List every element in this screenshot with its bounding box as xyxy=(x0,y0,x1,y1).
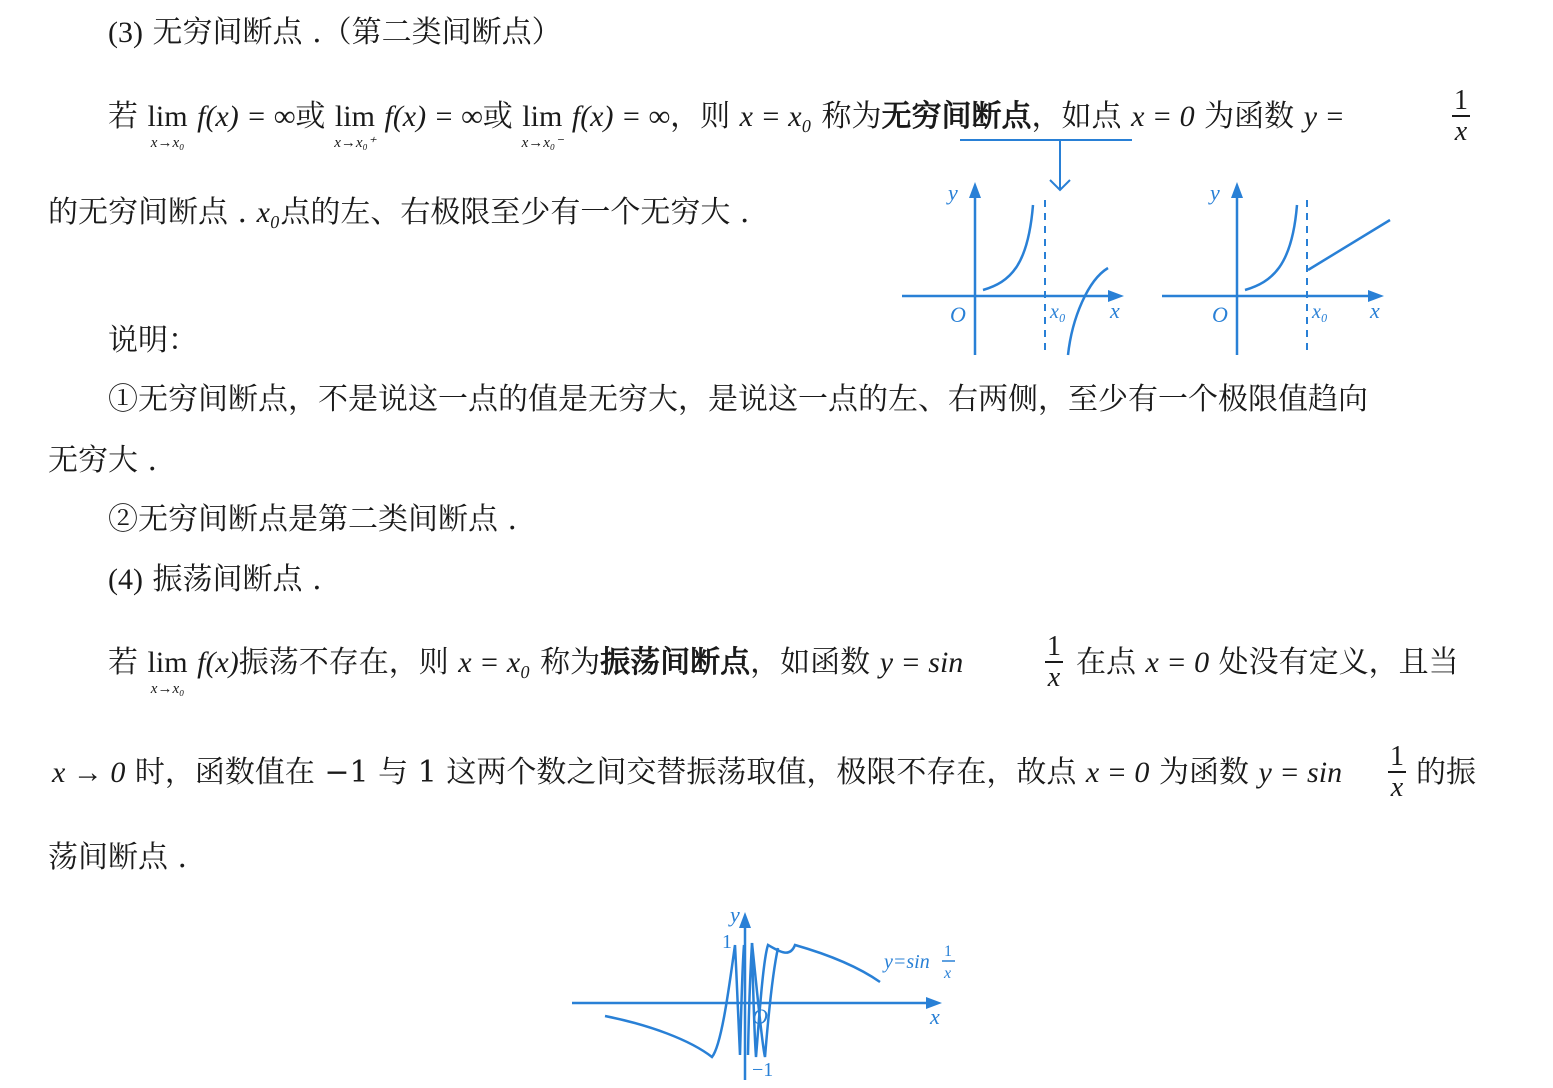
text-undefined: 处没有定义，且当 xyxy=(1209,645,1459,680)
graph-1-origin-label: O xyxy=(950,302,966,327)
expr-x-eq-x0: x = x₀ xyxy=(458,646,531,679)
limit-expr-2: f(x) = ∞ xyxy=(384,100,483,133)
para3-line2: 荡间断点 . xyxy=(48,840,188,875)
expr-y-eq: y = xyxy=(1303,100,1345,133)
expr-x0: x₀ xyxy=(256,196,281,229)
text-called: 称为 xyxy=(811,99,882,134)
heading-4-text: 振荡间断点 . xyxy=(152,562,322,597)
graph-2-y-label: y xyxy=(1210,180,1220,205)
note-heading: 说明： xyxy=(108,323,198,358)
fraction-denominator: x xyxy=(1390,772,1404,804)
text-at-point: 在点 xyxy=(1076,645,1146,680)
term-oscillating-discontinuity: 振荡间断点 xyxy=(600,645,751,680)
graph-1-x-label: x xyxy=(1110,298,1120,323)
expr-x-eq-0: x = 0 xyxy=(1145,646,1210,679)
graph-3-neg1-label: −1 xyxy=(752,1059,774,1081)
text-called: 称为 xyxy=(530,645,601,680)
para3-line1-end: 的振 xyxy=(1416,755,1476,790)
heading-3-text: 无穷间断点 .（第二类间断点） xyxy=(152,15,562,50)
expr-y-sin: y = sin xyxy=(1258,756,1343,789)
graph-1-y-label: y xyxy=(948,180,958,205)
expr-y-sin: y = sin xyxy=(879,646,964,679)
text-such-as: ，如点 xyxy=(1031,99,1132,134)
graph-3-function-label: y=sin xyxy=(884,951,930,973)
fraction-numerator: 1 xyxy=(1047,631,1061,662)
text-then: ，则 xyxy=(670,99,740,134)
graph-2-origin-label: O xyxy=(1212,302,1228,327)
text-left-right-limits: 点的左、右极限至少有一个无穷大 . xyxy=(280,195,750,230)
fraction-denominator: x xyxy=(1047,662,1061,694)
text-or: 或 xyxy=(482,99,513,134)
fraction-numerator: 1 xyxy=(1454,85,1468,116)
text-is-function: 为函数 xyxy=(1194,99,1304,134)
lim-subscript: x→x₀ xyxy=(150,135,185,151)
term-infinite-discontinuity: 无穷间断点 xyxy=(881,99,1032,134)
heading-4-number: (4) xyxy=(108,563,143,596)
lim-text: lim xyxy=(147,100,188,133)
graph-3-function-label-num: 1 xyxy=(944,943,952,960)
expr-x-eq-0: x = 0 xyxy=(1131,100,1195,133)
lim-subscript: x→x₀⁺ xyxy=(334,135,376,151)
y-axis-arrow xyxy=(739,912,751,928)
graph-2-x0-label: x₀ xyxy=(1312,301,1328,323)
graph-3-function-label-den: x xyxy=(944,965,952,982)
lim-text: lim xyxy=(522,100,563,133)
graph-3-x-label: x xyxy=(930,1004,940,1029)
note-1-line2: 无穷大 . xyxy=(48,443,158,478)
graph-3-y-label: y xyxy=(730,902,740,927)
expr-fx: f(x) xyxy=(197,646,239,679)
fraction-numerator: 1 xyxy=(1390,741,1404,772)
note-2: ②无穷间断点是第二类间断点 . xyxy=(108,502,518,537)
text-ruo: 若 xyxy=(108,99,138,134)
text-is-function: 为函数 xyxy=(1149,755,1259,790)
lim-text: lim xyxy=(147,646,188,679)
text-infinite-point-of: 的无穷间断点 . xyxy=(48,195,257,230)
text-such-as-function: ，如函数 xyxy=(750,645,880,680)
lim-subscript: x→x₀ xyxy=(150,681,185,697)
curve-left xyxy=(605,945,744,1057)
note-1-line1: ①无穷间断点，不是说这一点的值是无穷大，是说这一点的左、右两侧，至少有一个极限值趋向 xyxy=(108,382,1368,417)
text-ruo: 若 xyxy=(108,645,138,680)
text-or: 或 xyxy=(295,99,326,134)
text-oscillates: 振荡不存在，则 xyxy=(238,645,459,680)
graph-1-x0-label: x₀ xyxy=(1050,301,1066,323)
heading-3-number: (3) xyxy=(108,16,143,49)
graph-3-one-label: 1 xyxy=(722,931,732,953)
limit-expr-1: f(x) = ∞ xyxy=(197,100,296,133)
fraction-denominator: x xyxy=(1454,116,1468,148)
lim-subscript: x→x₀⁻ xyxy=(521,135,564,151)
graph-2-x-label: x xyxy=(1370,298,1380,323)
expr-x-eq-0: x = 0 xyxy=(1085,756,1150,789)
expr-x-eq-x0: x = x₀ xyxy=(739,100,812,133)
lim-text: lim xyxy=(334,100,375,133)
expr-x-to-0: x → 0 xyxy=(52,756,126,789)
curve-right xyxy=(748,943,880,1057)
graph-3-origin-label: O xyxy=(752,1004,768,1029)
limit-expr-3: f(x) = ∞ xyxy=(571,100,671,133)
text-oscillation-desc: 时，函数值在 −1 与 1 这两个数之间交替振荡取值，极限不存在，故点 xyxy=(125,755,1086,790)
